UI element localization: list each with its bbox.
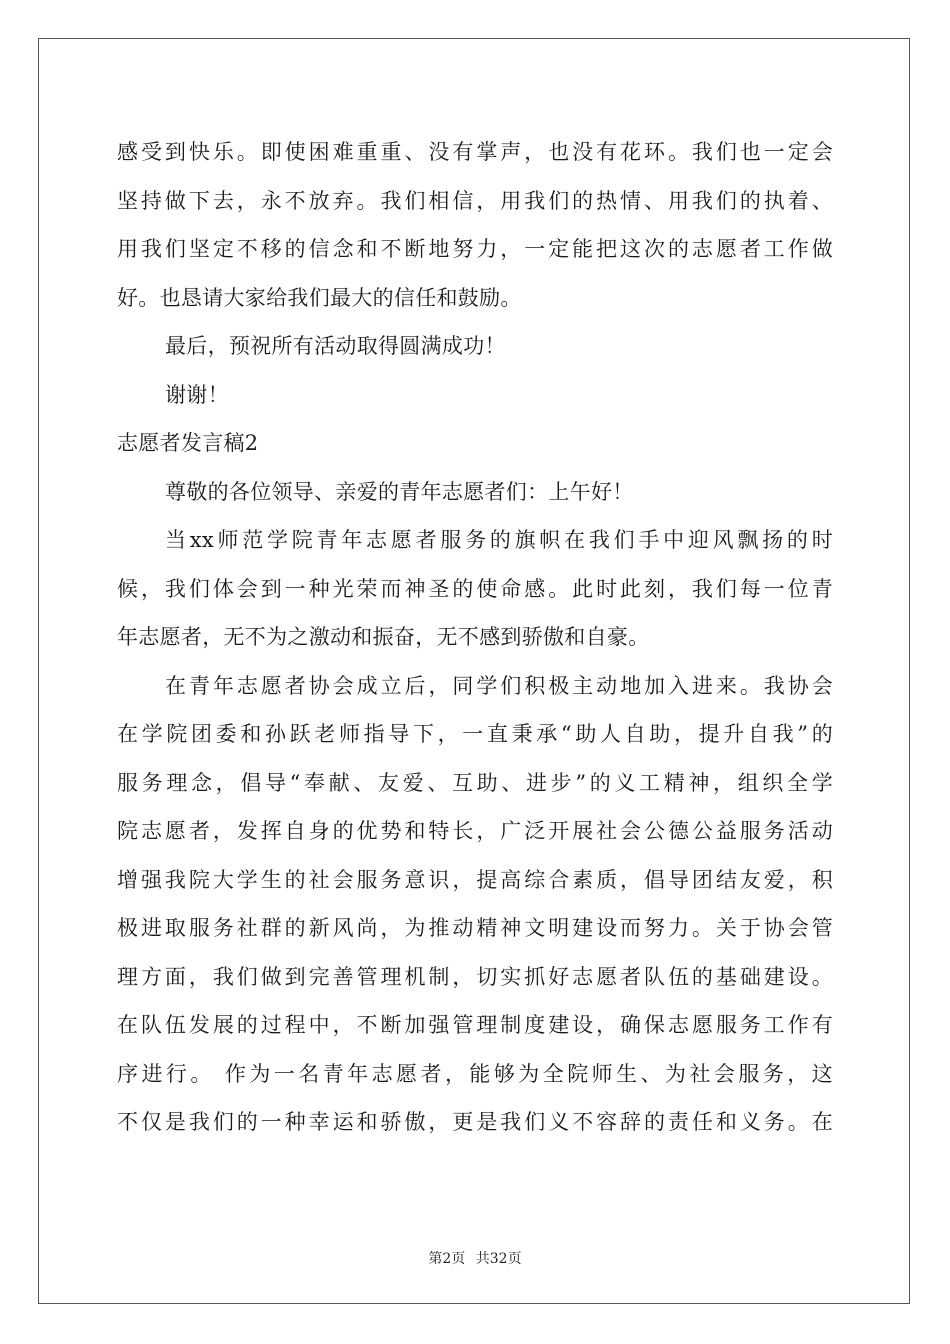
text-line: 在学院团委和孙跃老师指导下，一直秉承“助人自助，提升自我”的: [117, 722, 833, 746]
text-line: 极进取服务社群的新风尚，为推动精神文明建设而努力。关于协会管: [117, 916, 833, 940]
text-line: 当xx师范学院青年志愿者服务的旗帜在我们手中迎风飘扬的时: [165, 528, 833, 552]
text-line: 坚持做下去，永不放弃。我们相信，用我们的热情、用我们的执着、: [117, 188, 833, 213]
text-line: 序进行。 作为一名青年志愿者，能够为全院师生、为社会服务，这: [117, 1061, 833, 1086]
page-total: 共32页: [475, 1251, 522, 1267]
text-line: 年志愿者，无不为之激动和振奋，无不感到骄傲和自豪。: [117, 625, 650, 649]
text-line: 院志愿者，发挥自身的优势和特长，广泛开展社会公德公益服务活动: [117, 819, 833, 843]
page-footer: [0, 1248, 950, 1268]
text-line: 谢谢！: [165, 382, 229, 407]
text-line: 不仅是我们的一种幸运和骄傲，更是我们义不容辞的责任和义务。在: [117, 1110, 833, 1134]
text-line: 服务理念，倡导“奉献、友爱、互助、进步”的义工精神，组织全学: [117, 770, 833, 795]
text-line: 用我们坚定不移的信念和不断地努力，一定能把这次的志愿者工作做: [117, 237, 833, 261]
section-heading: 志愿者发言稿2: [117, 431, 259, 455]
document-body: [117, 128, 833, 1147]
text-line: 感受到快乐。即使困难重重、没有掌声，也没有花环。我们也一定会: [117, 140, 833, 164]
text-line: 在青年志愿者协会成立后，同学们积极主动地加入进来。我协会: [165, 673, 833, 698]
salutation: 尊敬的各位领导、亲爱的青年志愿者们：上午好！: [165, 479, 634, 504]
text-line: 理方面，我们做到完善管理机制，切实抓好志愿者队伍的基础建设。: [117, 964, 833, 989]
page-number: 第2页: [428, 1251, 466, 1267]
text-line: 在队伍发展的过程中，不断加强管理制度建设，确保志愿服务工作有: [117, 1013, 833, 1037]
text-line: 好。也恳请大家给我们最大的信任和鼓励。: [117, 285, 522, 310]
text-line: 候，我们体会到一种光荣而神圣的使命感。此时此刻，我们每一位青: [117, 576, 833, 601]
text-line: 最后，预祝所有活动取得圆满成功！: [165, 334, 506, 358]
text-line: 增强我院大学生的社会服务意识，提高综合素质，倡导团结友爱，积: [117, 867, 833, 892]
